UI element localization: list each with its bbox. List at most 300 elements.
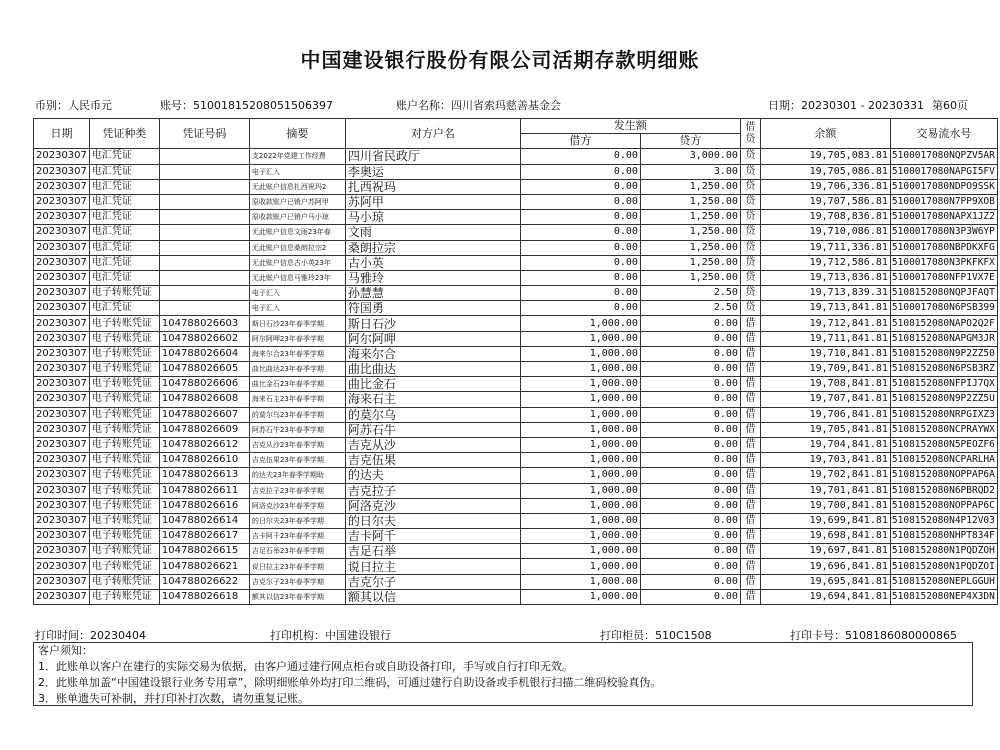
header-credit: 贷方 bbox=[640, 134, 740, 149]
table-row bbox=[34, 468, 998, 483]
row-debit: 0.00 bbox=[520, 286, 640, 301]
row-voucher-no: 104788026611 bbox=[159, 483, 249, 498]
row-debit: 0.00 bbox=[520, 270, 640, 285]
row-summary: 曲比金石23年春季学期 bbox=[249, 377, 345, 392]
row-credit: 0.00 bbox=[640, 453, 740, 468]
row-date: 20230307 bbox=[34, 392, 90, 407]
row-serial: 5100017080NAPX1JZ2 bbox=[890, 210, 997, 225]
row-debit: 0.00 bbox=[520, 255, 640, 270]
row-credit: 0.00 bbox=[640, 392, 740, 407]
row-credit: 2.50 bbox=[640, 301, 740, 316]
table-row bbox=[34, 179, 998, 194]
row-voucher-type: 电子转账凭证 bbox=[89, 589, 159, 604]
row-debit-credit: 借 bbox=[740, 407, 760, 422]
row-balance: 19,710,086.81 bbox=[760, 225, 890, 240]
row-date: 20230307 bbox=[34, 377, 90, 392]
row-counterparty: 马雅玲 bbox=[345, 270, 520, 285]
table-row bbox=[34, 149, 998, 164]
header-debit: 借方 bbox=[520, 134, 640, 149]
row-voucher-no: 104788026609 bbox=[159, 422, 249, 437]
row-summary: 无此账户信息扎西祝玛2 bbox=[249, 179, 345, 194]
table-row bbox=[34, 529, 998, 544]
row-debit-credit: 借 bbox=[740, 468, 760, 483]
row-date: 20230307 bbox=[34, 589, 90, 604]
row-debit-credit: 借 bbox=[740, 437, 760, 452]
row-counterparty: 古小英 bbox=[345, 255, 520, 270]
row-counterparty: 阿洛克沙 bbox=[345, 498, 520, 513]
row-debit: 0.00 bbox=[520, 194, 640, 209]
row-serial: 5108152080NEPLGGUH bbox=[890, 574, 997, 589]
table-row bbox=[34, 513, 998, 528]
row-debit: 1,000.00 bbox=[520, 498, 640, 513]
row-debit: 1,000.00 bbox=[520, 453, 640, 468]
row-debit: 0.00 bbox=[520, 164, 640, 179]
row-summary: 曲比曲达23年春季学期 bbox=[249, 362, 345, 377]
table-row bbox=[34, 164, 998, 179]
header-counterparty: 对方户名 bbox=[345, 119, 520, 149]
row-balance: 19,713,841.81 bbox=[760, 301, 890, 316]
header-summary: 摘要 bbox=[249, 119, 345, 149]
row-date: 20230307 bbox=[34, 346, 90, 361]
row-counterparty: 吉克尔子 bbox=[345, 574, 520, 589]
row-summary: 无此账户信息马雅玲23年 bbox=[249, 270, 345, 285]
row-counterparty: 的达夫 bbox=[345, 468, 520, 483]
row-summary: 阿尔阿呷23年春季学期 bbox=[249, 331, 345, 346]
row-debit-credit: 贷 bbox=[740, 164, 760, 179]
row-voucher-type: 电子转账凭证 bbox=[89, 483, 159, 498]
row-debit: 0.00 bbox=[520, 149, 640, 164]
row-voucher-no bbox=[159, 149, 249, 164]
row-debit-credit: 借 bbox=[740, 377, 760, 392]
row-voucher-type: 电子转账凭证 bbox=[89, 286, 159, 301]
row-debit-credit: 借 bbox=[740, 544, 760, 559]
row-counterparty: 吉克拉子 bbox=[345, 483, 520, 498]
row-voucher-type: 电汇凭证 bbox=[89, 255, 159, 270]
table-row bbox=[34, 346, 998, 361]
row-date: 20230307 bbox=[34, 544, 90, 559]
table-row bbox=[34, 225, 998, 240]
row-serial: 5108152080N5PEOZF6 bbox=[890, 437, 997, 452]
table-row bbox=[34, 483, 998, 498]
row-credit: 0.00 bbox=[640, 362, 740, 377]
row-date: 20230307 bbox=[34, 559, 90, 574]
row-debit-credit: 贷 bbox=[740, 270, 760, 285]
row-date: 20230307 bbox=[34, 483, 90, 498]
row-date: 20230307 bbox=[34, 574, 90, 589]
row-debit: 1,000.00 bbox=[520, 362, 640, 377]
row-date: 20230307 bbox=[34, 194, 90, 209]
row-summary: 的莫尔乌23年春季学期 bbox=[249, 407, 345, 422]
row-voucher-type: 电子转账凭证 bbox=[89, 422, 159, 437]
row-voucher-no: 104788026621 bbox=[159, 559, 249, 574]
table-row bbox=[34, 377, 998, 392]
row-balance: 19,704,841.81 bbox=[760, 437, 890, 452]
header-voucher-no: 凭证号码 bbox=[159, 119, 249, 149]
row-debit: 1,000.00 bbox=[520, 392, 640, 407]
row-date: 20230307 bbox=[34, 210, 90, 225]
header-date: 日期 bbox=[34, 119, 90, 149]
row-counterparty: 苏阿甲 bbox=[345, 194, 520, 209]
header-amount: 发生额 bbox=[520, 119, 740, 134]
row-debit-credit: 借 bbox=[740, 346, 760, 361]
row-counterparty: 吉克伍果 bbox=[345, 453, 520, 468]
row-summary: 电子汇入 bbox=[249, 164, 345, 179]
row-counterparty: 吉克从沙 bbox=[345, 437, 520, 452]
row-voucher-no: 104788026612 bbox=[159, 437, 249, 452]
row-summary: 吉足石举23年春季学期 bbox=[249, 544, 345, 559]
row-serial: 5100017080N3P3W6YP bbox=[890, 225, 997, 240]
row-counterparty: 的莫尔乌 bbox=[345, 407, 520, 422]
row-credit: 0.00 bbox=[640, 483, 740, 498]
row-voucher-type: 电子转账凭证 bbox=[89, 544, 159, 559]
row-voucher-type: 电子转账凭证 bbox=[89, 316, 159, 331]
row-credit: 1,250.00 bbox=[640, 270, 740, 285]
table-row bbox=[34, 453, 998, 468]
row-debit: 1,000.00 bbox=[520, 574, 640, 589]
currency-label: 币别：人民币元 bbox=[35, 99, 112, 112]
row-balance: 19,705,086.81 bbox=[760, 164, 890, 179]
notice-item: 2．此账单加盖“中国建设银行业务专用章”，除明细账单外均打印二维码，可通过建行自助设备或手机银行扫描二维码校验真伪。 bbox=[38, 676, 662, 689]
header-serial: 交易流水号 bbox=[890, 119, 997, 149]
table-row bbox=[34, 362, 998, 377]
row-debit: 0.00 bbox=[520, 210, 640, 225]
row-debit-credit: 借 bbox=[740, 589, 760, 604]
row-summary: 无此账户信息古小英23年 bbox=[249, 255, 345, 270]
row-summary: 阿苏石牛23年春季学期 bbox=[249, 422, 345, 437]
row-voucher-type: 电子转账凭证 bbox=[89, 574, 159, 589]
row-voucher-no: 104788026616 bbox=[159, 498, 249, 513]
row-credit: 0.00 bbox=[640, 498, 740, 513]
row-date: 20230307 bbox=[34, 301, 90, 316]
row-date: 20230307 bbox=[34, 453, 90, 468]
row-debit-credit: 借 bbox=[740, 453, 760, 468]
row-debit: 1,000.00 bbox=[520, 346, 640, 361]
row-counterparty: 曲比金石 bbox=[345, 377, 520, 392]
row-credit: 0.00 bbox=[640, 544, 740, 559]
row-date: 20230307 bbox=[34, 437, 90, 452]
row-serial: 5100017080NQPZV5AR bbox=[890, 149, 997, 164]
row-debit-credit: 贷 bbox=[740, 194, 760, 209]
row-balance: 19,705,841.81 bbox=[760, 422, 890, 437]
row-voucher-no: 104788026618 bbox=[159, 589, 249, 604]
table-row bbox=[34, 437, 998, 452]
row-debit-credit: 借 bbox=[740, 422, 760, 437]
row-balance: 19,708,836.81 bbox=[760, 210, 890, 225]
row-voucher-no bbox=[159, 286, 249, 301]
row-balance: 19,700,841.81 bbox=[760, 498, 890, 513]
row-debit-credit: 贷 bbox=[740, 179, 760, 194]
print-card-number: 打印卡号：5108186080000865 bbox=[790, 629, 957, 642]
row-debit: 1,000.00 bbox=[520, 437, 640, 452]
row-debit-credit: 贷 bbox=[740, 255, 760, 270]
row-summary: 原收款账户已销户马小琼 bbox=[249, 210, 345, 225]
row-summary: 吉克伍果23年春季学期 bbox=[249, 453, 345, 468]
row-voucher-type: 电子转账凭证 bbox=[89, 362, 159, 377]
row-summary: 海来石主23年春季学期 bbox=[249, 392, 345, 407]
row-debit-credit: 借 bbox=[740, 559, 760, 574]
row-date: 20230307 bbox=[34, 316, 90, 331]
row-credit: 3.00 bbox=[640, 164, 740, 179]
row-counterparty: 文雨 bbox=[345, 225, 520, 240]
row-voucher-type: 电汇凭证 bbox=[89, 240, 159, 255]
row-credit: 1,250.00 bbox=[640, 179, 740, 194]
row-voucher-type: 电汇凭证 bbox=[89, 194, 159, 209]
row-serial: 5108152080N9P2ZZ5U bbox=[890, 392, 997, 407]
row-summary: 无此账户信息桑朗拉宗2 bbox=[249, 240, 345, 255]
table-row bbox=[34, 589, 998, 604]
account-name: 账户名称：四川省索玛慈善基金会 bbox=[396, 99, 561, 112]
row-balance: 19,706,336.81 bbox=[760, 179, 890, 194]
row-voucher-no: 104788026610 bbox=[159, 453, 249, 468]
row-credit: 0.00 bbox=[640, 468, 740, 483]
row-summary: 吉克从沙23年春季学期 bbox=[249, 437, 345, 452]
row-credit: 0.00 bbox=[640, 513, 740, 528]
row-debit-credit: 贷 bbox=[740, 149, 760, 164]
row-serial: 5108152080NAPO2Q2F bbox=[890, 316, 997, 331]
row-voucher-no bbox=[159, 301, 249, 316]
row-credit: 0.00 bbox=[640, 407, 740, 422]
row-voucher-type: 电汇凭证 bbox=[89, 225, 159, 240]
table-row bbox=[34, 270, 998, 285]
row-voucher-type: 电子转账凭证 bbox=[89, 437, 159, 452]
row-summary: 额其以信23年春季学期 bbox=[249, 589, 345, 604]
row-voucher-type: 电子转账凭证 bbox=[89, 453, 159, 468]
row-serial: 5108152080NFPIJ7QX bbox=[890, 377, 997, 392]
row-serial: 5108152080NHPT834F bbox=[890, 529, 997, 544]
row-debit: 1,000.00 bbox=[520, 316, 640, 331]
row-serial: 5108152080NAPGM3JR bbox=[890, 331, 997, 346]
row-voucher-no: 104788026606 bbox=[159, 377, 249, 392]
table-row bbox=[34, 392, 998, 407]
row-balance: 19,713,839.31 bbox=[760, 286, 890, 301]
table-row bbox=[34, 316, 998, 331]
row-voucher-type: 电汇凭证 bbox=[89, 164, 159, 179]
row-debit: 1,000.00 bbox=[520, 468, 640, 483]
row-debit: 1,000.00 bbox=[520, 407, 640, 422]
row-balance: 19,701,841.81 bbox=[760, 483, 890, 498]
row-voucher-type: 电子转账凭证 bbox=[89, 559, 159, 574]
row-credit: 0.00 bbox=[640, 589, 740, 604]
row-serial: 5108152080NOPPAP6A bbox=[890, 468, 997, 483]
row-summary: 阿洛克沙23年春季学期 bbox=[249, 498, 345, 513]
row-voucher-no: 104788026617 bbox=[159, 529, 249, 544]
row-counterparty: 海来石主 bbox=[345, 392, 520, 407]
row-serial: 5108152080NEP4X3DN bbox=[890, 589, 997, 604]
row-serial: 5108152080N4P12V03 bbox=[890, 513, 997, 528]
row-balance: 19,705,083.81 bbox=[760, 149, 890, 164]
row-date: 20230307 bbox=[34, 422, 90, 437]
row-counterparty: 扎西祝玛 bbox=[345, 179, 520, 194]
row-voucher-no bbox=[159, 270, 249, 285]
row-serial: 5108152080N1PQDZOH bbox=[890, 544, 997, 559]
row-balance: 19,706,841.81 bbox=[760, 407, 890, 422]
row-debit-credit: 贷 bbox=[740, 210, 760, 225]
row-voucher-no: 104788026602 bbox=[159, 331, 249, 346]
row-balance: 19,710,841.81 bbox=[760, 346, 890, 361]
row-date: 20230307 bbox=[34, 240, 90, 255]
row-balance: 19,698,841.81 bbox=[760, 529, 890, 544]
row-debit-credit: 贷 bbox=[740, 225, 760, 240]
row-summary: 吉克尔子23年春季学期 bbox=[249, 574, 345, 589]
notice-item: 1．此账单以客户在建行的实际交易为依据，由客户通过建行网点柜台或自助设备打印，手写或自行打印无效。 bbox=[38, 660, 573, 673]
table-row bbox=[34, 194, 998, 209]
row-balance: 19,702,841.81 bbox=[760, 468, 890, 483]
row-credit: 0.00 bbox=[640, 316, 740, 331]
row-debit-credit: 借 bbox=[740, 362, 760, 377]
row-balance: 19,711,841.81 bbox=[760, 331, 890, 346]
row-voucher-no bbox=[159, 194, 249, 209]
row-date: 20230307 bbox=[34, 498, 90, 513]
row-credit: 0.00 bbox=[640, 422, 740, 437]
row-date: 20230307 bbox=[34, 286, 90, 301]
row-serial: 5100017080N7PP9XOB bbox=[890, 194, 997, 209]
row-date: 20230307 bbox=[34, 179, 90, 194]
row-date: 20230307 bbox=[34, 513, 90, 528]
row-date: 20230307 bbox=[34, 331, 90, 346]
row-summary: 电子汇入 bbox=[249, 301, 345, 316]
row-debit-credit: 借 bbox=[740, 483, 760, 498]
row-counterparty: 额其以信 bbox=[345, 589, 520, 604]
row-serial: 5108152080NQPJFAQT bbox=[890, 286, 997, 301]
row-summary: 的达夫23年春季学期助 bbox=[249, 468, 345, 483]
row-balance: 19,712,586.81 bbox=[760, 255, 890, 270]
row-voucher-type: 电汇凭证 bbox=[89, 270, 159, 285]
print-teller: 打印柜员：510C1508 bbox=[600, 629, 712, 642]
row-voucher-type: 电子转账凭证 bbox=[89, 513, 159, 528]
row-voucher-type: 电子转账凭证 bbox=[89, 346, 159, 361]
row-credit: 0.00 bbox=[640, 377, 740, 392]
row-debit-credit: 贷 bbox=[740, 240, 760, 255]
row-credit: 1,250.00 bbox=[640, 240, 740, 255]
row-counterparty: 马小琼 bbox=[345, 210, 520, 225]
row-serial: 5100017080NAPGI5FV bbox=[890, 164, 997, 179]
row-voucher-type: 电子转账凭证 bbox=[89, 468, 159, 483]
row-voucher-no: 104788026607 bbox=[159, 407, 249, 422]
row-voucher-no bbox=[159, 164, 249, 179]
row-counterparty: 斯日石沙 bbox=[345, 316, 520, 331]
header-debit-credit: 借贷 bbox=[740, 119, 760, 149]
header-voucher-type: 凭证种类 bbox=[89, 119, 159, 149]
row-debit: 1,000.00 bbox=[520, 331, 640, 346]
row-voucher-no: 104788026613 bbox=[159, 468, 249, 483]
row-voucher-type: 电子转账凭证 bbox=[89, 392, 159, 407]
row-voucher-type: 电子转账凭证 bbox=[89, 331, 159, 346]
row-debit-credit: 借 bbox=[740, 392, 760, 407]
row-debit-credit: 借 bbox=[740, 529, 760, 544]
row-date: 20230307 bbox=[34, 407, 90, 422]
row-balance: 19,708,841.81 bbox=[760, 377, 890, 392]
row-credit: 0.00 bbox=[640, 574, 740, 589]
row-counterparty: 李奥运 bbox=[345, 164, 520, 179]
row-debit-credit: 借 bbox=[740, 316, 760, 331]
row-date: 20230307 bbox=[34, 270, 90, 285]
row-counterparty: 孙慧慧 bbox=[345, 286, 520, 301]
row-summary: 电子汇入 bbox=[249, 286, 345, 301]
print-time: 打印时间：20230404 bbox=[35, 629, 146, 642]
row-serial: 5100017080N3PKFKFX bbox=[890, 255, 997, 270]
row-serial: 5108152080N9P2ZZ50 bbox=[890, 346, 997, 361]
row-date: 20230307 bbox=[34, 164, 90, 179]
row-summary: 海来尔合23年春季学期 bbox=[249, 346, 345, 361]
table-row bbox=[34, 574, 998, 589]
row-balance: 19,711,336.81 bbox=[760, 240, 890, 255]
row-date: 20230307 bbox=[34, 362, 90, 377]
row-balance: 19,712,841.81 bbox=[760, 316, 890, 331]
row-voucher-type: 电汇凭证 bbox=[89, 210, 159, 225]
row-voucher-type: 电汇凭证 bbox=[89, 179, 159, 194]
row-voucher-type: 电子转账凭证 bbox=[89, 498, 159, 513]
row-debit: 1,000.00 bbox=[520, 559, 640, 574]
row-voucher-no: 104788026615 bbox=[159, 544, 249, 559]
row-balance: 19,707,841.81 bbox=[760, 392, 890, 407]
table-row bbox=[34, 498, 998, 513]
row-debit: 0.00 bbox=[520, 301, 640, 316]
row-balance: 19,694,841.81 bbox=[760, 589, 890, 604]
row-debit-credit: 借 bbox=[740, 498, 760, 513]
row-debit: 0.00 bbox=[520, 240, 640, 255]
row-serial: 5100017080N6PSB399 bbox=[890, 301, 997, 316]
row-summary: 支2022年党建工作经费 bbox=[249, 149, 345, 164]
row-voucher-no bbox=[159, 255, 249, 270]
row-voucher-type: 电子转账凭证 bbox=[89, 407, 159, 422]
row-balance: 19,695,841.81 bbox=[760, 574, 890, 589]
row-debit: 1,000.00 bbox=[520, 377, 640, 392]
header-balance: 余额 bbox=[760, 119, 890, 149]
row-counterparty: 吉足石举 bbox=[345, 544, 520, 559]
row-counterparty: 符国勇 bbox=[345, 301, 520, 316]
row-serial: 5100017080NFP1VX7E bbox=[890, 270, 997, 285]
row-credit: 3,000.00 bbox=[640, 149, 740, 164]
row-counterparty: 的日尔夫 bbox=[345, 513, 520, 528]
row-counterparty: 说日拉主 bbox=[345, 559, 520, 574]
row-serial: 5108152080NCPRAYWX bbox=[890, 422, 997, 437]
row-voucher-no: 104788026603 bbox=[159, 316, 249, 331]
row-credit: 1,250.00 bbox=[640, 255, 740, 270]
row-debit-credit: 借 bbox=[740, 574, 760, 589]
table-row bbox=[34, 544, 998, 559]
row-debit-credit: 借 bbox=[740, 331, 760, 346]
row-voucher-no bbox=[159, 225, 249, 240]
row-voucher-no bbox=[159, 210, 249, 225]
row-counterparty: 阿尔阿呷 bbox=[345, 331, 520, 346]
customer-notice bbox=[33, 642, 973, 706]
row-summary: 吉克拉子23年春季学期 bbox=[249, 483, 345, 498]
row-counterparty: 吉卡阿千 bbox=[345, 529, 520, 544]
row-date: 20230307 bbox=[34, 149, 90, 164]
print-organization: 打印机构：中国建设银行 bbox=[270, 629, 391, 642]
row-credit: 0.00 bbox=[640, 346, 740, 361]
row-counterparty: 四川省民政厅 bbox=[345, 149, 520, 164]
account-number: 账号：51001815208051506397 bbox=[160, 99, 333, 112]
transaction-table bbox=[33, 118, 998, 605]
row-counterparty: 海来尔合 bbox=[345, 346, 520, 361]
row-serial: 5100017080NDPO9SSK bbox=[890, 179, 997, 194]
row-counterparty: 桑朗拉宗 bbox=[345, 240, 520, 255]
row-serial: 5100017080NBPDKXFG bbox=[890, 240, 997, 255]
row-summary: 说日拉主23年春季学期 bbox=[249, 559, 345, 574]
row-serial: 5108152080N6PBRQD2 bbox=[890, 483, 997, 498]
row-credit: 2.50 bbox=[640, 286, 740, 301]
row-credit: 1,250.00 bbox=[640, 210, 740, 225]
row-summary: 的日尔夫23年春季学期 bbox=[249, 513, 345, 528]
row-voucher-no: 104788026622 bbox=[159, 574, 249, 589]
row-date: 20230307 bbox=[34, 468, 90, 483]
table-row bbox=[34, 210, 998, 225]
row-date: 20230307 bbox=[34, 529, 90, 544]
date-range: 日期：20230301 - 20230331 bbox=[768, 99, 924, 112]
row-voucher-type: 电汇凭证 bbox=[89, 301, 159, 316]
row-debit-credit: 借 bbox=[740, 513, 760, 528]
